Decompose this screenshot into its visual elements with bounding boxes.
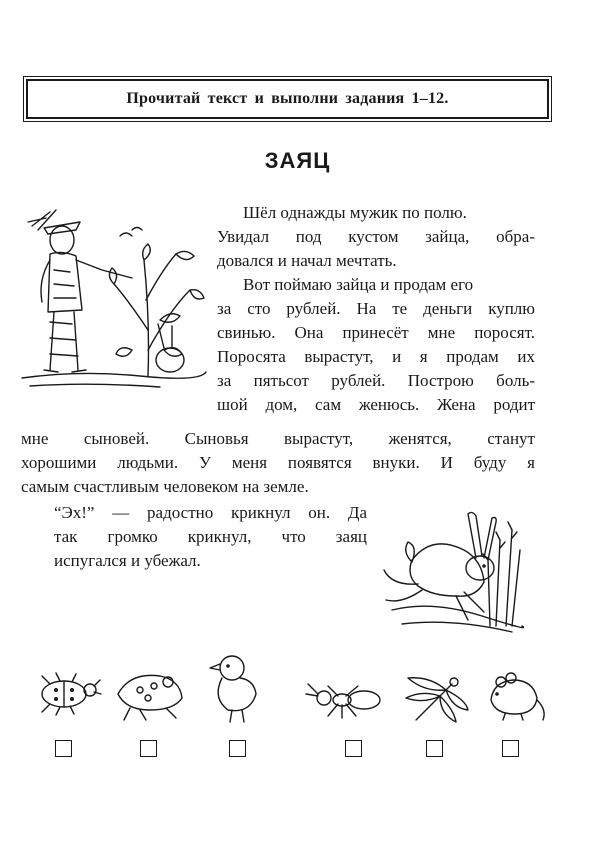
task-instruction-box bbox=[26, 79, 549, 119]
text-line: хорошими людьми. У меня появятся внуки. И буду я bbox=[21, 453, 535, 472]
text-line: Шёл однажды мужик по полю. bbox=[243, 203, 467, 222]
text-line: свинью. Она принесёт мне поросят. bbox=[217, 323, 535, 342]
running-hare-icon bbox=[372, 500, 524, 638]
text-line: за пятьсот рублей. Построю боль- bbox=[217, 371, 535, 390]
text-line: самым счастливым человеком на земле. bbox=[21, 477, 309, 496]
answer-checkbox-chick[interactable] bbox=[229, 740, 246, 757]
answer-checkbox-dragonfly[interactable] bbox=[426, 740, 443, 757]
frog-icon bbox=[110, 664, 188, 722]
answer-checkbox-beetle[interactable] bbox=[55, 740, 72, 757]
text-line: “Эх!” — радостно крикнул он. Да bbox=[54, 503, 367, 522]
text-line: Увидал под кустом зайца, обра- bbox=[217, 227, 535, 246]
beetle-icon bbox=[30, 668, 102, 716]
task-instruction: Прочитай текст и выполни задания 1–12. bbox=[126, 90, 449, 107]
dragonfly-icon bbox=[400, 670, 470, 726]
ant-icon bbox=[302, 680, 386, 720]
text-line: довался и начал мечтать. bbox=[217, 251, 397, 270]
text-line: Вот поймаю зайца и продам его bbox=[243, 275, 474, 294]
mouse-icon bbox=[485, 670, 549, 722]
story-title: ЗАЯЦ bbox=[264, 148, 331, 173]
man-in-field-icon bbox=[20, 200, 208, 392]
text-line: Поросята вырастут, и я продам их bbox=[217, 347, 535, 366]
text-line: шой дом, сам женюсь. Жена родит bbox=[217, 395, 535, 414]
text-line: мне сыновей. Сыновья вырастут, женятся, станут bbox=[21, 429, 535, 448]
chick-icon bbox=[208, 652, 262, 724]
answer-checkbox-frog[interactable] bbox=[140, 740, 157, 757]
answer-checkbox-ant[interactable] bbox=[345, 740, 362, 757]
text-line: испугался и убежал. bbox=[54, 551, 201, 570]
answer-checkbox-mouse[interactable] bbox=[502, 740, 519, 757]
text-line: за сто рублей. На те деньги куплю bbox=[217, 299, 535, 318]
text-line: так громко крикнул, что заяц bbox=[54, 527, 367, 546]
